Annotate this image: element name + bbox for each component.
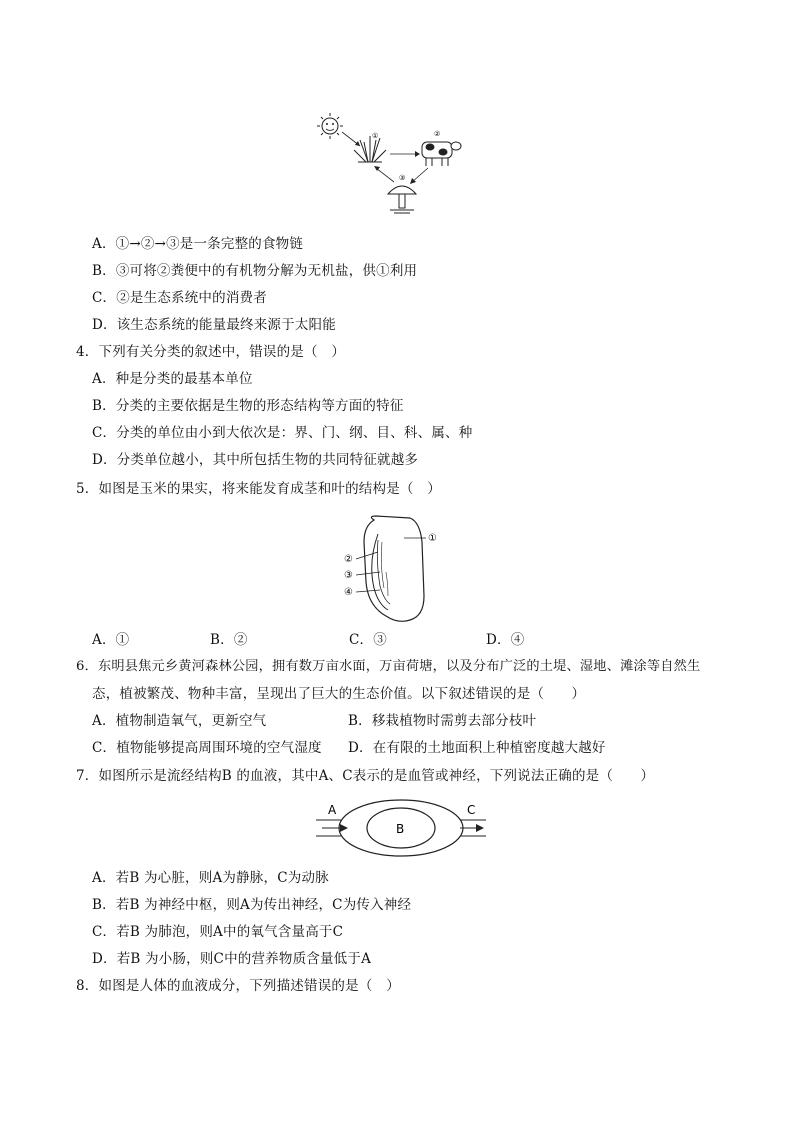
corn-label-1: ①: [428, 533, 437, 544]
corn-label-4: ④: [344, 587, 353, 598]
label-2: ②: [434, 130, 441, 138]
q5-option-b[interactable]: B．②: [210, 632, 248, 648]
ecosystem-diagram: [310, 110, 470, 220]
q8-stem: 8．如图是人体的血液成分，下列描述错误的是（ ）: [76, 978, 400, 994]
q6-stem-line2: 态，植被繁茂、物种丰富，呈现出了巨大的生态价值。以下叙述错误的是（ ）: [92, 686, 586, 702]
q5-stem: 5．如图是玉米的果实，将来能发育成茎和叶的结构是（ ）: [76, 481, 441, 497]
q3-option-b[interactable]: B．③可将②粪便中的有机物分解为无机盐，供①利用: [92, 263, 418, 279]
label-b: B: [396, 822, 405, 836]
q4-option-a[interactable]: A．种是分类的最基本单位: [92, 371, 253, 387]
q4-option-d[interactable]: D．分类单位越小，其中所包括生物的共同特征就越多: [92, 452, 419, 468]
q5-option-a[interactable]: A．①: [92, 632, 130, 648]
q6-stem-line1: 6．东明县焦元乡黄河森林公园，拥有数万亩水面，万亩荷塘，以及分布广泛的土堤、湿地、滩涂等自然生: [76, 659, 701, 674]
blood-flow-diagram: [312, 798, 490, 866]
label-a: A: [328, 803, 337, 817]
cow-icon: [422, 142, 461, 166]
q4-option-b[interactable]: B．分类的主要依据是生物的形态结构等方面的特征: [92, 398, 404, 414]
q7-option-a[interactable]: A．若B 为心脏，则A为静脉，C为动脉: [92, 870, 329, 886]
q4-stem: 4．下列有关分类的叙述中，错误的是（ ）: [76, 344, 346, 360]
corn-label-2: ②: [344, 554, 353, 565]
q7-stem: 7．如图所示是流经结构B 的血液，其中A、C表示的是血管或神经，下列说法正确的是（ ）: [76, 768, 655, 784]
label-c: C: [467, 803, 476, 817]
plant-icon: [354, 136, 386, 162]
q7-option-c[interactable]: C．若B 为肺泡，则A中的氧气含量高于C: [92, 924, 344, 940]
q6-option-d[interactable]: D．在有限的土地面积上种植密度越大越好: [348, 740, 606, 756]
q6-option-a[interactable]: A．植物制造氧气，更新空气: [92, 713, 267, 729]
mushroom-icon: [388, 186, 416, 213]
q7-option-b[interactable]: B．若B 为神经中枢，则A为传出神经，C为传入神经: [92, 897, 412, 913]
sun-icon: [317, 113, 343, 139]
q7-option-d[interactable]: D．若B 为小肠，则C中的营养物质含量低于A: [92, 951, 372, 967]
corn-label-3: ③: [344, 570, 353, 581]
q6-option-b[interactable]: B．移栽植物时需剪去部分枝叶: [348, 713, 537, 729]
q6-option-c[interactable]: C．植物能够提高周围环境的空气湿度: [92, 740, 322, 756]
q3-option-c[interactable]: C．②是生态系统中的消费者: [92, 290, 267, 306]
q5-option-c[interactable]: C．③: [349, 632, 387, 648]
corn-kernel-diagram: [340, 512, 450, 624]
label-1: ①: [372, 132, 379, 140]
q3-option-a[interactable]: A．①→②→③是一条完整的食物链: [92, 236, 304, 252]
q5-option-d[interactable]: D．④: [486, 632, 525, 648]
q3-option-d[interactable]: D．该生态系统的能量最终来源于太阳能: [92, 317, 336, 333]
label-3: ③: [399, 174, 406, 182]
q4-option-c[interactable]: C．分类的单位由小到大依次是：界、门、纲、目、科、属、种: [92, 425, 473, 441]
